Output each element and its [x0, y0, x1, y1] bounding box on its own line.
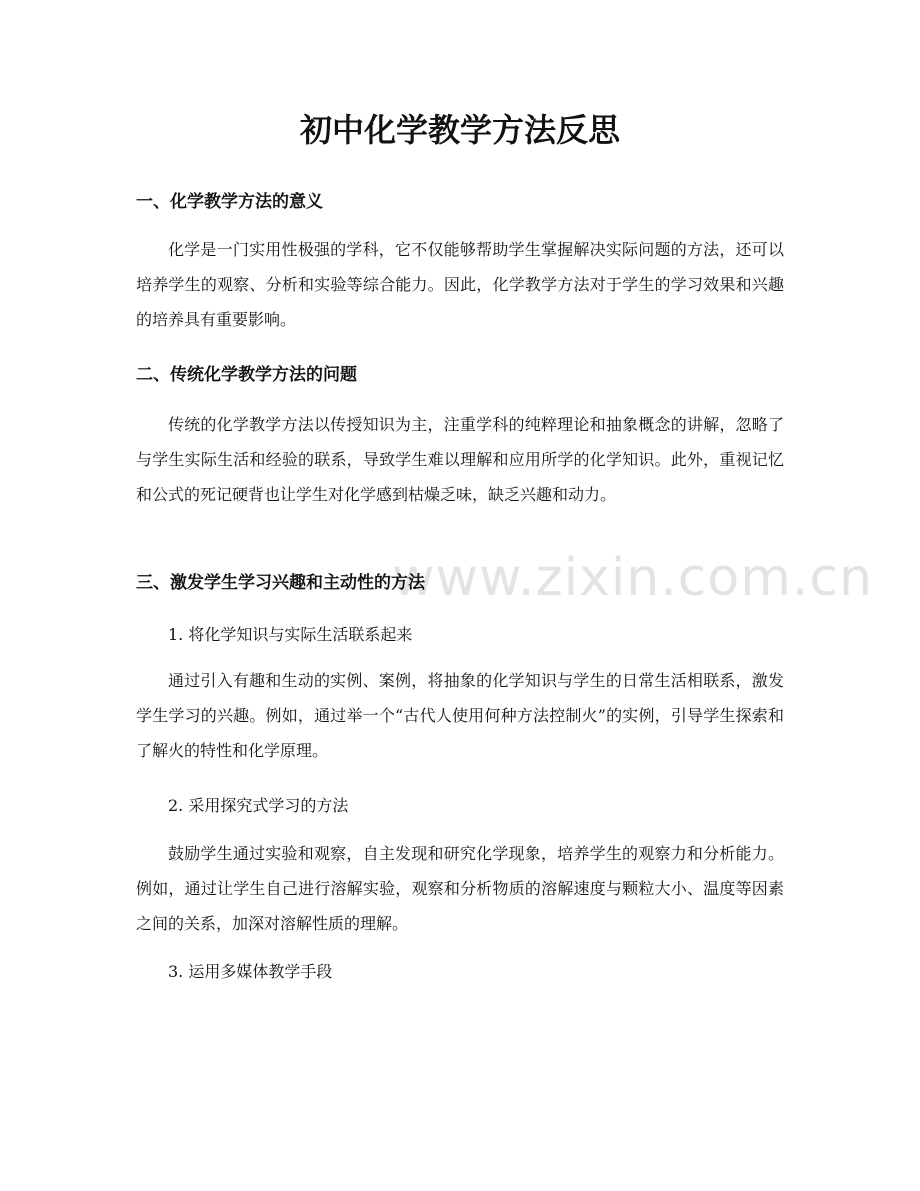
section-heading-1: 一、化学教学方法的意义 [136, 192, 323, 212]
subsection-title-1: 1. 将化学知识与实际生活联系起来 [168, 625, 413, 644]
document-title: 初中化学教学方法反思 [299, 111, 620, 149]
subsection-title-3: 3. 运用多媒体教学手段 [168, 962, 333, 981]
subsection-title-2: 2. 采用探究式学习的方法 [168, 796, 349, 815]
section-heading-3: 三、激发学生学习兴趣和主动性的方法 [136, 573, 425, 593]
subsection-paragraph-2: 鼓励学生通过实验和观察，自主发现和研究化学现象，培养学生的观察力和分析能力。例如，通过让学生自己进行溶解实验，观察和分析物质的溶解速度与颗粒大小、温度等因素之间的关系，加深对溶解性质的理解。 [136, 844, 784, 933]
section-heading-2: 二、传统化学教学方法的问题 [136, 365, 357, 385]
watermark-text: www.zixin.com.cn [392, 548, 873, 608]
section-paragraph-2: 传统的化学教学方法以传授知识为主，注重学科的纯粹理论和抽象概念的讲解，忽略了与学生实际生活和经验的联系，导致学生难以理解和应用所学的化学知识。此外，重视记忆和公式的死记硬背也让学生对化学感到枯燥乏味，缺乏兴趣和动力。 [136, 415, 784, 504]
section-paragraph-1: 化学是一门实用性极强的学科，它不仅能够帮助学生掌握解决实际问题的方法，还可以培养学生的观察、分析和实验等综合能力。因此，化学教学方法对于学生的学习效果和兴趣的培养具有重要影响。 [136, 240, 784, 329]
subsection-paragraph-1: 通过引入有趣和生动的实例、案例，将抽象的化学知识与学生的日常生活相联系，激发学生学习的兴趣。例如，通过举一个“古代人使用何种方法控制火”的实例，引导学生探索和了解火的特性和化学原理。 [136, 671, 784, 760]
